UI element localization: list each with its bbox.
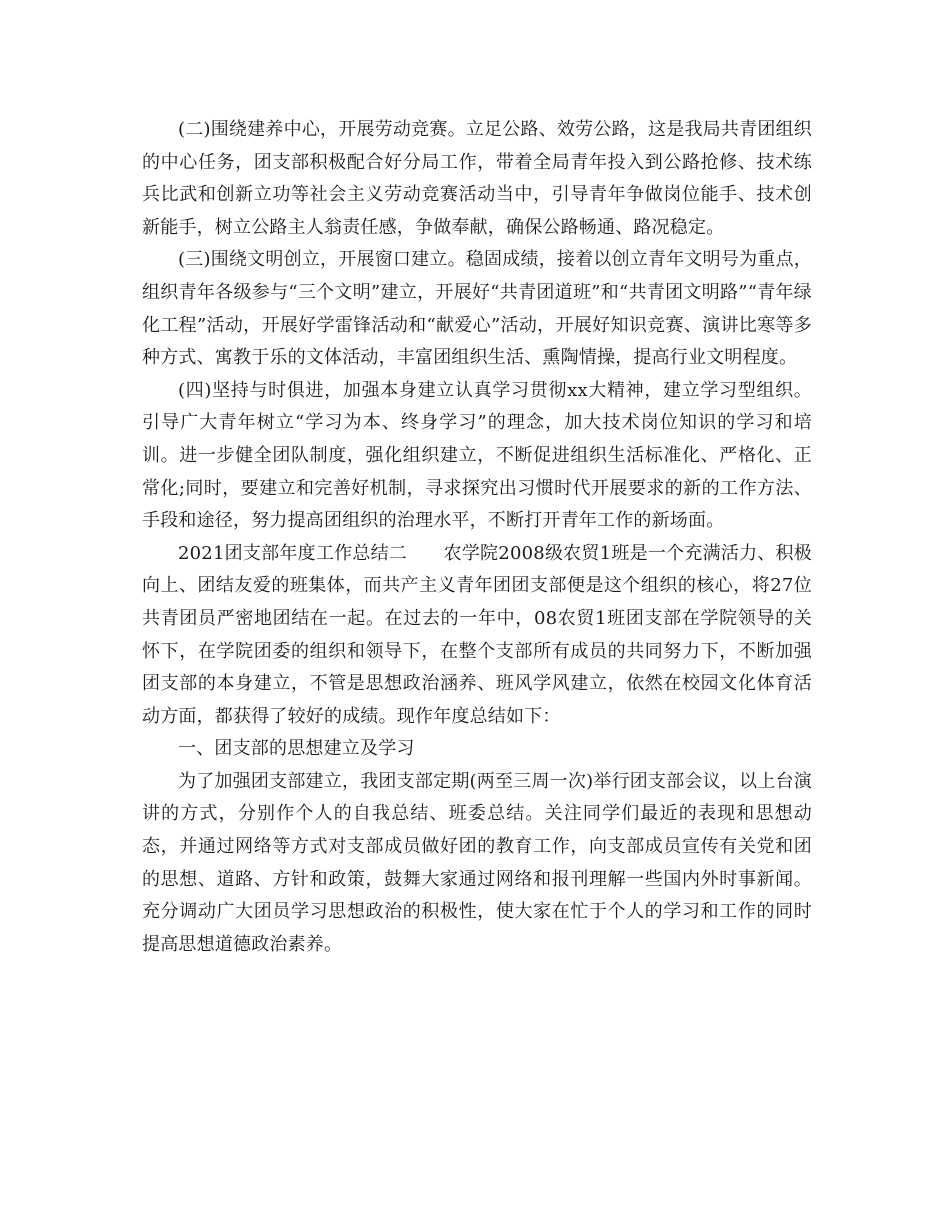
paragraph-summary-intro: 2021团支部年度工作总结二 农学院2008级农贸1班是一个充满活力、积极向上、团结友爱的班集体，而共产主义青年团团支部便是这个组织的核心，将27位共青团员严密地团结在一起。在过去的一年中，08农贸1班团支部在学院领导的关怀下，在学院团委的组织和领导下，在整个支部所有成员的共同努力下，不断加强团支部的本身建立，不管是思想政治涵养、班风学风建立，依然在校园文化体育活动方面，都获得了较好的成绩。现作年度总结如下：	[142, 542, 812, 727]
paragraph-labor-competition: (二)围绕建养中心，开展劳动竞赛。立足公路、效劳公路，这是我局共青团组织的中心任务，团支部积极配合好分局工作，带着全局青年投入到公路抢修、技术练兵比武和创新立功等社会主义劳动竞赛活动当中，引导青年争做岗位能手、技术创新能手，树立公路主人翁责任感，争做奉献，确保公路畅通、路况稳定。	[142, 119, 812, 238]
paragraph-civilization-window: (三)围绕文明创立，开展窗口建立。稳固成绩，接着以创立青年文明号为重点，组织青年各级参与“三个文明”建立，开展好“共青团道班”和“共青团文明路”“青年绿化工程”活动，开展好学雷锋活动和“献爱心”活动，开展好知识竞赛、演讲比寒等多种方式、寓教于乐的文体活动，丰富团组织生活、熏陶情操，提高行业文明程度。	[142, 249, 812, 369]
paragraph-self-building: (四)坚持与时俱进，加强本身建立认真学习贯彻xx大精神，建立学习型组织。引导广大青年树立“学习为本、终身学习”的理念，加大技术岗位知识的学习和培训。进一步健全团队制度，强化组织建立，不断促进组织生活标准化、严格化、正常化;同时，要建立和完善好机制，寻求探究出习惯时代开展要求的新的工作方法、手段和途径，努力提高团组织的治理水平，不断打开青年工作的新场面。	[142, 379, 812, 532]
section-heading-ideology: 一、团支部的思想建立及学习	[178, 738, 415, 760]
paragraph-ideology-study: 为了加强团支部建立，我团支部定期(两至三周一次)举行团支部会议，以上台演讲的方式，分别作个人的自我总结、班委总结。关注同学们最近的表现和思想动态，并通过网络等方式对支部成员做好团的教育工作，向支部成员宣传有关党和团的思想、道路、方针和政策，鼓舞大家通过网络和报刊理解一些国内外时事新闻。充分调动广大团员学习思想政治的积极性，使大家在忙于个人的学习和工作的同时提高思想道德政治素养。	[142, 770, 812, 955]
document-body	[142, 114, 812, 961]
